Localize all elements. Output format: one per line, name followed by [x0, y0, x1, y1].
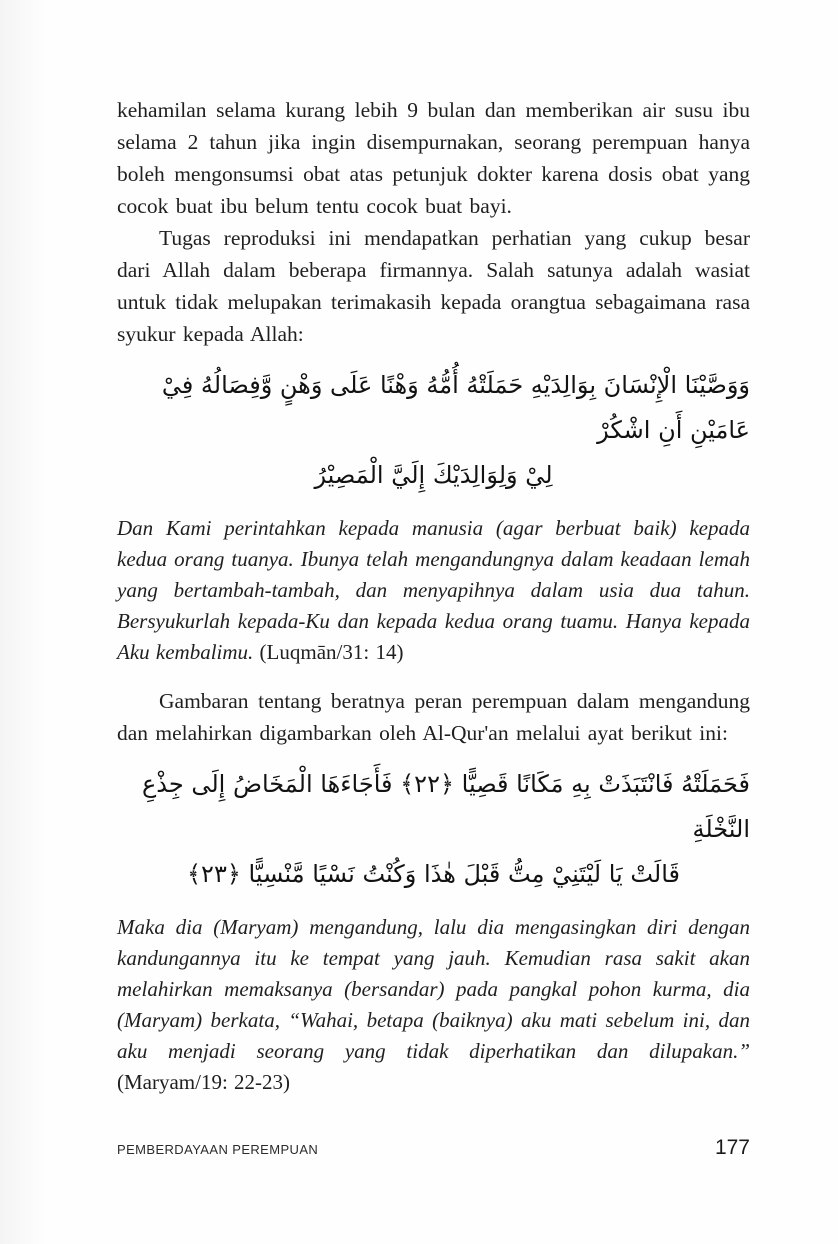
paragraph-gambaran: Gambaran tentang beratnya peran perempuan dalam mengandung dan melahirkan digambarkan oleh Al-Qur'an melalui ayat berikut ini:: [117, 689, 750, 745]
paragraph-tugas-reproduksi: Tugas reproduksi ini mendapatkan perhatian yang cukup besar dari Allah dalam beberapa firmannya. Salah satunya adalah wasiat untuk tidak melupakan terimakasih kepada orangtua sebagaimana rasa syukur kepada Allah:: [117, 226, 750, 346]
verse-reference-luqman: (Luqmān/31: 14): [259, 640, 404, 664]
paragraph-continuation: kehamilan selama kurang lebih 9 bulan dan memberikan air susu ibu selama 2 tahun jika ingin disempurnakan, seorang perempuan hanya boleh mengonsumsi obat atas petunjuk dokter karena dosis obat yang cocok buat ibu belum tentu cocok buat bayi.: [117, 98, 750, 218]
translation-text: Maka dia (Maryam) mengandung, lalu dia mengasingkan diri dengan kandungannya itu ke tempat yang jauh. Kemudian rasa sakit akan melahirkan memaksanya (bersandar) pada pangkal pohon kurma, dia (Maryam) berkata, “Wahai, betapa (baiknya) aku mati sebelum ini, dan aku menjadi seorang yang tidak diperhatikan dan dilupakan.”: [117, 915, 750, 1063]
translation-text: Dan Kami perintahkan kepada manusia (agar berbuat baik) kepada kedua orang tuanya. Ibunya telah mengandungnya dalam keadaan lemah yang bertambah-tambah, dan menyapihnya dalam usia dua tahun. Bersyukurlah kepada-Ku dan kepada kedua orang tuamu. Hanya kepada Aku kembalimu.: [117, 516, 750, 664]
verse-reference-maryam: (Maryam/19: 22-23): [117, 1070, 291, 1094]
page-content: [117, 94, 750, 1115]
running-title: PEMBERDAYAAN PEREMPUAN: [117, 1142, 319, 1157]
arabic-verse-line: وَوَصَّيْنَا الْإِنْسَانَ بِوَالِدَيْهِ حَمَلَتْهُ أُمُّهُ وَهْنًا عَلَى وَهْنٍ وَّفِصَالُهُ فِيْ عَامَيْنِ أَنِ اشْكُرْ: [161, 371, 750, 444]
translation-luqman: [117, 513, 750, 668]
quran-verse-luqman-31-14: [117, 363, 750, 498]
translation-maryam: [117, 912, 750, 1098]
quran-verse-maryam-19-22-23: [117, 762, 750, 897]
arabic-verse-line: قَالَتْ يَا لَيْتَنِيْ مِتُّ قَبْلَ هٰذَا وَكُنْتُ نَسْيًا مَّنْسِيًّا ﴿٢٣﴾: [186, 860, 681, 888]
page-number: 177: [714, 1136, 750, 1159]
arabic-verse-line: لِيْ وَلِوَالِدَيْكَ إِلَيَّ الْمَصِيْرُ: [314, 461, 553, 489]
page-footer: [117, 1136, 750, 1160]
arabic-verse-line: فَحَمَلَتْهُ فَانْتَبَذَتْ بِهِ مَكَانًا قَصِيًّا ﴿٢٢﴾ فَأَجَاءَهَا الْمَخَاضُ إِلَى جِذْعِ النَّخْلَةِ: [141, 770, 750, 843]
